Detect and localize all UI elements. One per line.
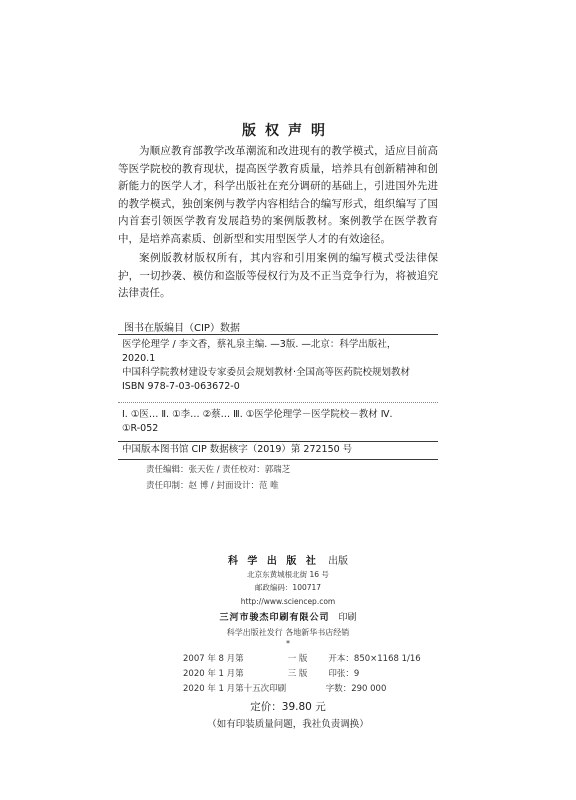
- publisher-postcode: 邮政编码：100717: [254, 583, 322, 592]
- publisher-name: 科 学 出 版 社: [227, 556, 319, 567]
- edition-date: 2020 年 1 月第十五次印刷: [183, 684, 287, 694]
- cip-line: ISBN 978-7-03-063672-0: [122, 381, 240, 392]
- edition-date: 2007 年 8 月第: [183, 654, 244, 664]
- cip-line: Ⅰ. ①医… Ⅱ. ①李… ②蔡… Ⅲ. ①医学伦理学－医学院校－教材 Ⅳ.: [122, 409, 393, 420]
- credits-editor: 责任编辑：张天佐 / 责任校对：郭瑞芝: [146, 465, 291, 475]
- edition-number: 一 版: [287, 654, 308, 664]
- cip-record: 中国版本图书馆 CIP 数据核字（2019）第 272150 号: [122, 444, 353, 455]
- edition-date: 2020 年 1 月第: [183, 669, 244, 679]
- cip-record-bottom-divider: [118, 459, 438, 460]
- price: 定价：39.80 元: [250, 701, 326, 713]
- publisher-address: 北京东黄城根北街 16 号: [247, 570, 329, 579]
- statement-paragraph-1: 为顺应教育部教学改革潮流和改进现有的教学模式，适应目前高等医学院校的教育现状，提高医学教育质量，培养具有创新精神和创新能力的医学人才，科学出版社在充分调研的基础上，引进国外先进的教学模式，独创案例与教学内容相结合的编写形式，组织编写了国内首套引领医学教育发展趋势的案例版教材。案例教学在医学教育中，是培养高素质、创新型和实用型医学人才的有效途径。: [118, 145, 438, 245]
- printer-role: 印刷: [338, 613, 357, 623]
- publisher-role: 出版: [328, 556, 349, 567]
- edition-row: [183, 682, 386, 696]
- distribution-line: 科学出版社发行 各地新华书店经销: [226, 628, 350, 637]
- edition-row: [183, 667, 359, 681]
- credits-production: 责任印制：赵 博 / 封面设计：范 唯: [146, 481, 279, 491]
- statement-paragraph-2: 案例版教材版权所有，其内容和引用案例的编写模式受法律保护，一切抄袭、模仿和盗版等侵权行为及不正当竞争行为，将被追究法律责任。: [118, 252, 438, 299]
- edition-row: [183, 652, 421, 666]
- cip-record-top-divider: [118, 441, 438, 442]
- printer-name: 三河市骏杰印刷有限公司: [219, 613, 330, 623]
- edition-detail: 字数：290 000: [325, 684, 387, 694]
- cip-top-divider: [118, 334, 438, 335]
- cip-heading: 图书在版编目（CIP）数据: [124, 323, 240, 334]
- edition-number: 三 版: [287, 669, 308, 679]
- cip-line: 中国科学院教材建设专家委员会规划教材·全国高等医药院校规划教材: [122, 367, 411, 378]
- edition-detail: 开本：850×1168 1/16: [328, 654, 421, 664]
- edition-detail: 印张：9: [328, 669, 360, 679]
- separator-asterisk: *: [286, 639, 290, 648]
- cip-line: 医学伦理学 / 李文香，蔡礼泉主编. —3版. —北京：科学出版社，: [122, 339, 397, 350]
- cip-line: ①R-052: [122, 423, 159, 434]
- quality-notice: （如有印装质量问题，我社负责调换）: [207, 719, 369, 730]
- printer-block: [0, 610, 576, 623]
- publisher-block: [0, 552, 576, 567]
- statement-title: 版权声明: [242, 123, 334, 139]
- cip-dotted-divider: [118, 402, 438, 403]
- cip-line: 2020.1: [122, 353, 156, 364]
- publisher-website: http://www.sciencep.com: [240, 597, 336, 606]
